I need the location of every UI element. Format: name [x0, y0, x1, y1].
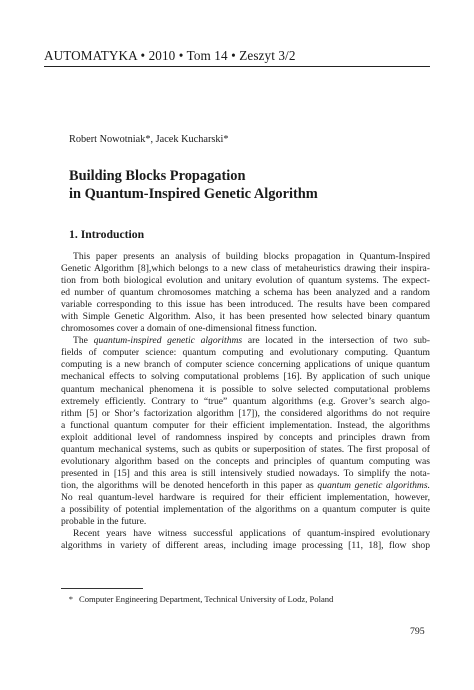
text-line: fields of computer science: quantum computing and evolutionary computing. Quantum: [61, 347, 430, 359]
text-line: computing is a new branch of computer science concerning applications of unique quantum: [61, 359, 430, 371]
author-line: Robert Nowotniak*, Jacek Kucharski*: [69, 134, 229, 145]
text-line: rithm [5] or Shor’s factorization algorithm [17]), the considered algorithms do not require: [61, 407, 430, 419]
paragraph-3: [61, 528, 430, 552]
text-line: tion from both biological evolution and unitary evolution of quantum systems. The expect-: [61, 275, 430, 287]
footnote-text: Computer Engineering Department, Technical University of Lodz, Poland: [79, 594, 334, 604]
journal-running-header: AUTOMATYKA • 2010 • Tom 14 • Zeszyt 3/2: [44, 48, 296, 63]
footnote: [61, 594, 333, 604]
text-line: [61, 335, 430, 347]
text-line: presented in [15] and this area is still intensively studied nowadays. To simplify the nota-: [61, 467, 430, 479]
italic-term: quantum genetic algorithms.: [317, 479, 430, 491]
text-line: exploit additional level of randomness inspired by concepts and principles drawn from: [61, 431, 430, 443]
text-line: chromosomes cover a domain of one-dimensional fitness function.: [61, 323, 317, 335]
paper-title: [69, 167, 318, 203]
text-line: ed number of quantum chromosomes matching a schema has been analyzed and a random: [61, 287, 430, 299]
text-line: [61, 480, 430, 492]
footnote-rule: [61, 588, 143, 589]
text-line: Genetic Algorithm [8],which belongs to a new class of metaheuristics drawing their inspira-: [61, 263, 430, 275]
text-line: quantum mechanical phenomena it is possible to solve selected computational problems: [61, 383, 430, 395]
text-line: Recent years have witness successful applications of quantum-inspired evolutionary: [73, 528, 430, 540]
body-text: [61, 251, 430, 552]
title-line-1: Building Blocks Propagation: [69, 168, 246, 184]
text-run: tion, the algorithms will be denoted henceforth in this paper as: [61, 479, 314, 491]
text-line: variable corresponding to this issue has been introduced. The results have been compared: [61, 299, 430, 311]
text-line: a possibility of potential implementation of the algorithms on a quantum computer is quite: [61, 503, 430, 515]
text-run: are located in the intersection of two sub-: [247, 335, 430, 347]
text-line: algorithms in variety of different areas, including image processing [11, 18], flow shop: [61, 540, 430, 552]
text-line: extremely efficiently. Contrary to “true” quantum algorithms (e.g. Grover’s search algo-: [61, 395, 430, 407]
text-line: evolutionary algorithm based on the concepts and principles of quantum computing was: [61, 455, 430, 467]
text-line: quantum mechanical systems, such as qubits or superposition of states. The first proposal of: [61, 443, 430, 455]
footnote-mark: *: [68, 594, 73, 604]
text-line: a functional quantum computer for their efficient implementation. Instead, the algorithms: [61, 419, 430, 431]
text-run: The: [73, 335, 88, 347]
italic-term: quantum-inspired genetic algorithms: [93, 335, 243, 347]
paragraph-1: [61, 251, 430, 335]
text-line: mechanical effects to solving computational problems [16]. By application of such unique: [61, 371, 430, 383]
text-line: No real quantum-level hardware is required for their efficient implementation, however,: [61, 491, 430, 503]
text-line: This paper presents an analysis of building blocks propagation in Quantum-Inspired: [73, 251, 430, 262]
header-rule: [44, 66, 430, 67]
text-line: with Simple Genetic Algorithm. Also, it has been presented how selected binary quantum: [61, 311, 430, 323]
section-heading-introduction: 1. Introduction: [69, 228, 145, 241]
text-line: probable in the future.: [61, 516, 147, 528]
paragraph-2: [61, 335, 430, 528]
title-line-2: in Quantum-Inspired Genetic Algorithm: [69, 186, 318, 202]
page-number: 795: [410, 626, 425, 637]
